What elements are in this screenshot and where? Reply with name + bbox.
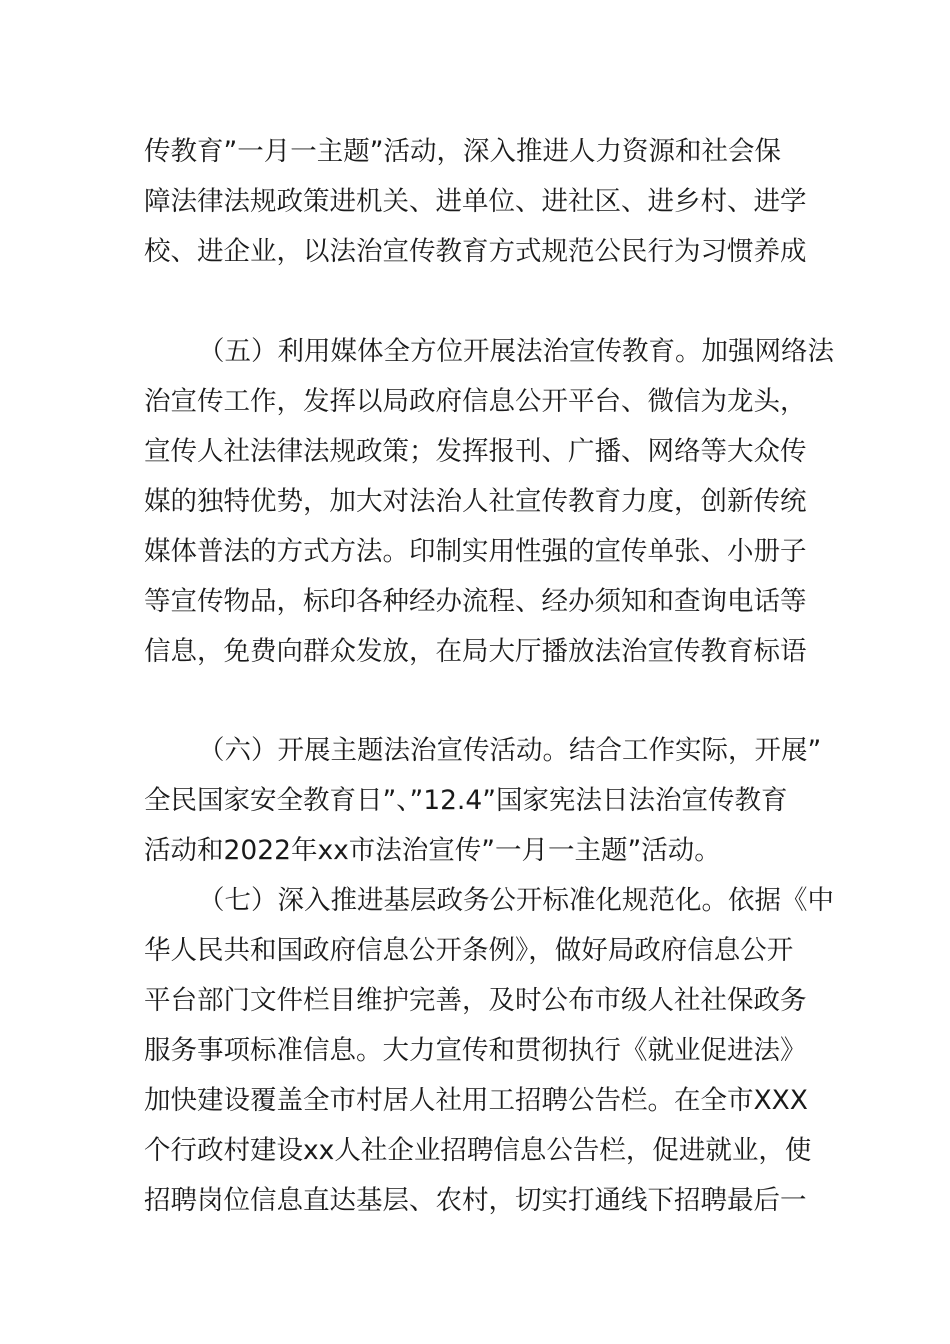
text-line: （七）深入推进基层政务公开标准化规范化。依据《中 bbox=[198, 885, 834, 916]
text-line: 服务事项标准信息。大力宣传和贯彻执行《就业促进法》 bbox=[144, 1035, 807, 1066]
text-line: 信息，免费向群众发放，在局大厅播放法治宣传教育标语 bbox=[144, 636, 807, 667]
text-line: （六）开展主题法治宣传活动。结合工作实际，开展” bbox=[198, 735, 822, 766]
text-line: 治宣传工作，发挥以局政府信息公开平台、微信为龙头， bbox=[144, 386, 807, 417]
text-line: 个行政村建设xx人社企业招聘信息公告栏，促进就业，使 bbox=[144, 1135, 812, 1166]
text-line: 媒体普法的方式方法。印制实用性强的宣传单张、小册子 bbox=[144, 536, 807, 567]
text-line: 招聘岗位信息直达基层、农村，切实打通线下招聘最后一 bbox=[144, 1185, 807, 1216]
text-line: 全民国家安全教育日”、”12.4”国家宪法日法治宣传教育 bbox=[144, 785, 788, 816]
text-line: 平台部门文件栏目维护完善，及时公布市级人社社保政务 bbox=[144, 985, 807, 1016]
text-line: 等宣传物品，标印各种经办流程、经办须知和查询电话等 bbox=[144, 586, 807, 617]
text-line: 校、进企业，以法治宣传教育方式规范公民行为习惯养成 bbox=[144, 236, 807, 267]
text-line: （五）利用媒体全方位开展法治宣传教育。加强网络法 bbox=[198, 336, 834, 367]
text-line: 活动和2022年xx市法治宣传”一月一主题”活动。 bbox=[144, 835, 721, 866]
text-line: 传教育”一月一主题”活动，深入推进人力资源和社会保 bbox=[144, 136, 781, 167]
text-line: 媒的独特优势，加大对法治人社宣传教育力度，创新传统 bbox=[144, 486, 807, 517]
text-line: 障法律法规政策进机关、进单位、进社区、进乡村、进学 bbox=[144, 186, 807, 217]
text-line: 加快建设覆盖全市村居人社用工招聘公告栏。在全市XXX bbox=[144, 1085, 808, 1116]
text-line: 华人民共和国政府信息公开条例》，做好局政府信息公开 bbox=[144, 935, 794, 966]
text-line: 宣传人社法律法规政策；发挥报刊、广播、网络等大众传 bbox=[144, 436, 807, 467]
